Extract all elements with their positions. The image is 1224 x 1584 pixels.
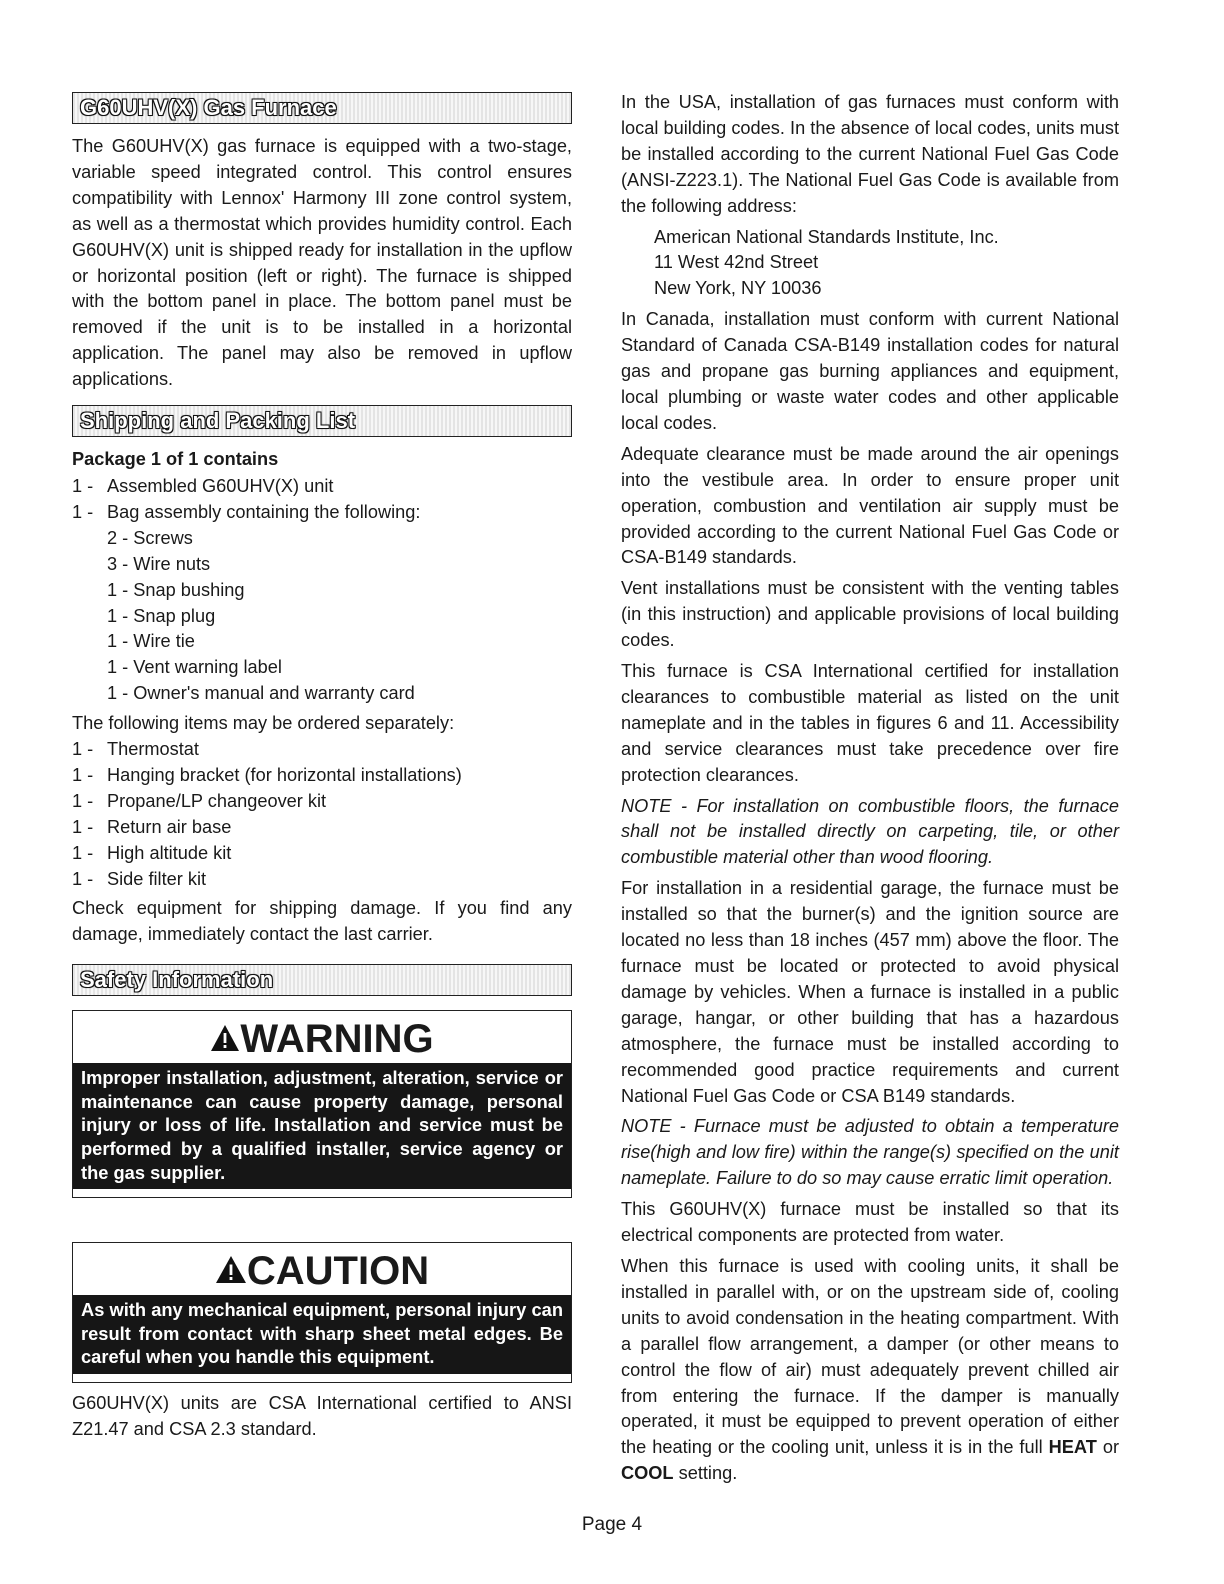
bag-item: 2 - Screws <box>107 527 193 548</box>
list-item-text: Propane/LP changeover kit <box>107 790 327 811</box>
cooling-paragraph <box>621 1254 1119 1487</box>
certification-paragraph: G60UHV(X) units are CSA International certified to ANSI Z21.47 and CSA 2.3 standard. <box>72 1393 572 1439</box>
section-heading-furnace-label: G60UHV(X) Gas Furnace <box>80 95 337 120</box>
caution-triangle-icon <box>215 1255 247 1284</box>
list-item-text: Hanging bracket (for horizontal installations) <box>107 764 462 785</box>
list-item <box>72 841 572 867</box>
section-heading-shipping <box>72 405 572 437</box>
list-item-count: 1 - <box>72 739 94 760</box>
canada-codes-paragraph: In Canada, installation must conform with current National Standard of Canada CSA-B149 installation codes for natural gas and propane gas burning appliances and equipment, local plumbing or waste water codes and other applicable local codes. <box>621 309 1119 433</box>
list-item-text: Assembled G60UHV(X) unit <box>107 475 334 496</box>
garage-paragraph: For installation in a residential garage, the furnace must be installed so that the burner(s) and the ignition source are located no less than 18 inches (457 mm) above the floor. The furnace must be located or protected to avoid physical damage by vehicles. When a furnace is installed in a public garage, hangar, or other building that has a hazardous atmosphere, the furnace must be installed according to recommended good practice requirements and current National Fuel Gas Code or CSA B149 standards. <box>621 878 1119 1106</box>
list-item-count: 1 - <box>72 816 94 837</box>
caution-title <box>73 1243 571 1295</box>
bag-item: 1 - Wire tie <box>107 631 195 652</box>
list-item-count: 1 - <box>72 868 94 889</box>
furnace-intro-paragraph: The G60UHV(X) gas furnace is equipped with a two-stage, variable speed integrated control. This control ensures compatibility with Lennox' Harmony III zone control system, as well as a thermostat which provides humidity control. Each G60UHV(X) unit is shipped ready for installation in the upflow or horizontal position (left or right). The furnace is shipped with the bottom panel in place. The bottom panel must be removed if the unit is to be installed in a horizontal application. The panel may also be removed in upflow applications. <box>72 136 572 390</box>
clearance-paragraph: Adequate clearance must be made around the air openings into the vestibule area. In order to ensure proper unit operation, combustion and ventilation air supply must be provided according to the current National Fuel Gas Code or CSA-B149 standards. <box>621 443 1119 568</box>
or-text: or <box>1102 1437 1119 1458</box>
list-item-text: Thermostat <box>107 739 199 760</box>
temperature-rise-note: NOTE - Furnace must be adjusted to obtain a temperature rise(high and low fire) within the range(s) specified on the unit nameplate. Failure to do so may cause erratic limit operation. <box>621 1116 1119 1189</box>
list-item <box>72 815 572 841</box>
floor-note: NOTE - For installation on combustible floors, the furnace shall not be installed directly on carpeting, tile, or other combustible material other than wood flooring. <box>621 795 1119 868</box>
page-number: Page 4 <box>581 1514 643 1535</box>
list-item-count: 1 - <box>72 501 94 522</box>
caution-body: As with any mechanical equipment, personal injury can result from contact with sharp sheet metal edges. Be careful when you handle this equipment. <box>73 1295 571 1374</box>
bag-item: 1 - Snap plug <box>107 605 216 626</box>
list-item-count: 1 - <box>72 842 94 863</box>
caution-title-text: CAUTION <box>246 1249 430 1294</box>
list-item <box>72 474 572 500</box>
warning-body: Improper installation, adjustment, alteration, service or maintenance can cause property damage, personal injury or loss of life. Installation and service must be performed by a qualified installer, service agency or the gas supplier. <box>73 1063 571 1189</box>
setting-text: setting. <box>678 1463 738 1484</box>
usa-codes-paragraph: In the USA, installation of gas furnaces must conform with local building codes. In the absence of local codes, units must be installed according to the current National Fuel Gas Code (ANSI-Z223.1). The National Fuel Gas Code is available from the following address: <box>621 92 1119 216</box>
list-item-text: Return air base <box>107 816 232 837</box>
list-item-count: 1 - <box>72 790 94 811</box>
list-item-count: 1 - <box>72 475 94 496</box>
right-column <box>621 90 1119 1492</box>
package-heading: Package 1 of 1 contains <box>72 449 279 470</box>
section-heading-safety <box>72 964 572 996</box>
list-item <box>72 763 572 789</box>
bag-item: 1 - Vent warning label <box>107 657 282 678</box>
warning-title <box>73 1011 571 1063</box>
cooling-text: When this furnace is used with cooling units, it shall be installed in parallel with, or on the upstream side of, cooling units to avoid condensation in the heating compartment. With a parallel flow arrangement, a damper (or other means to control the flow of air) must adequately prevent chilled air from entering the furnace. If the damper is manually operated, it must be equipped to prevent operation of either the heating or the cooling unit, unless it is in the full <box>621 1255 1119 1458</box>
address-line: New York, NY 10036 <box>654 278 822 299</box>
vent-paragraph: Vent installations must be consistent with the venting tables (in this instruction) and applicable provisions of local building codes. <box>621 578 1119 651</box>
bag-item: 1 - Snap bushing <box>107 579 245 600</box>
water-paragraph: This G60UHV(X) furnace must be installed so that its electrical components are protected from water. <box>621 1199 1119 1246</box>
list-item <box>72 500 572 526</box>
list-item <box>72 737 572 763</box>
list-item-text: Side filter kit <box>107 868 207 889</box>
address-line: 11 West 42nd Street <box>654 252 819 273</box>
list-item <box>72 789 572 815</box>
caution-box <box>72 1242 572 1383</box>
warning-title-text: WARNING <box>240 1017 434 1062</box>
address-line: American National Standards Institute, Inc. <box>654 226 999 247</box>
list-item <box>72 867 572 893</box>
left-column <box>72 92 572 1448</box>
bag-item: 1 - Owner's manual and warranty card <box>107 683 415 704</box>
list-item-count: 1 - <box>72 764 94 785</box>
damage-note: Check equipment for shipping damage. If you find any damage, immediately contact the last carrier. <box>72 898 572 945</box>
warning-triangle-icon <box>210 1024 240 1052</box>
heat-label: HEAT <box>1048 1437 1097 1458</box>
list-item-text: High altitude kit <box>107 842 232 863</box>
csa-certification-paragraph: This furnace is CSA International certified for installation clearances to combustible material as listed on the unit nameplate and in the tables in figures 6 and 11. Accessibility and service clearances must take precedence over fire protection clearances. <box>621 661 1119 785</box>
bag-item: 3 - Wire nuts <box>107 553 211 574</box>
section-heading-furnace <box>72 92 572 124</box>
section-heading-safety-label: Safety Information <box>80 967 274 993</box>
cool-label: COOL <box>621 1463 674 1484</box>
section-heading-shipping-label: Shipping and Packing List <box>80 408 356 434</box>
warning-box <box>72 1010 572 1198</box>
separate-items-heading: The following items may be ordered separately: <box>72 713 455 734</box>
list-item-text: Bag assembly containing the following: <box>107 501 421 522</box>
